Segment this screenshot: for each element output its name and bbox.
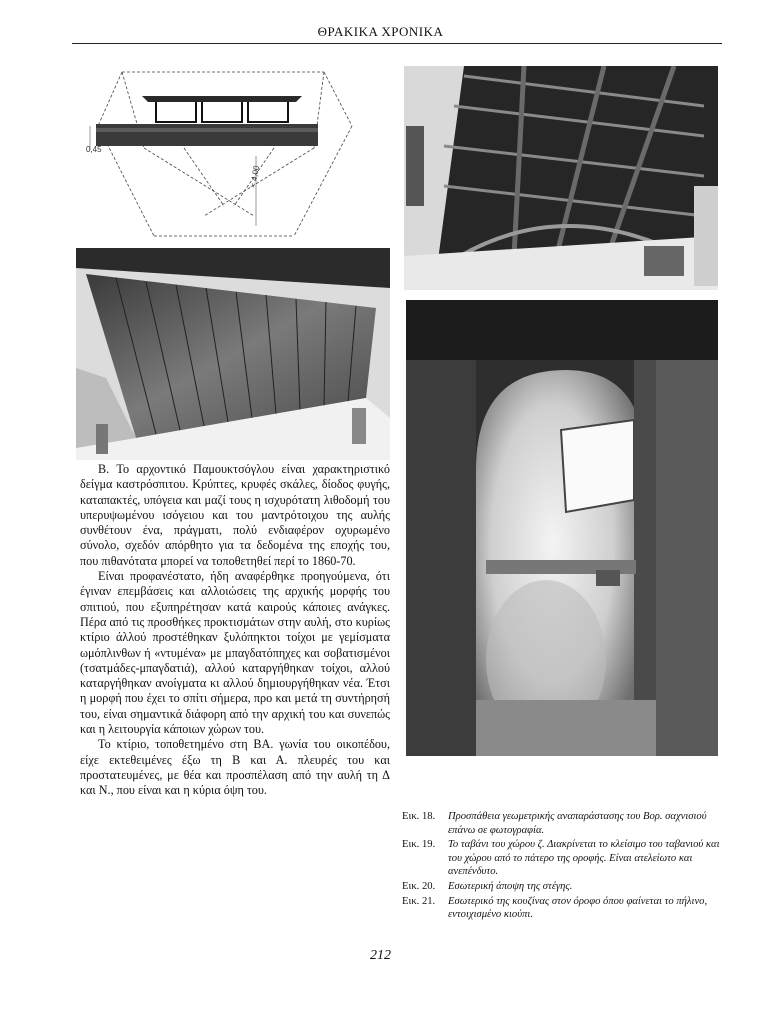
paragraph-2: Είναι προφανέστατο, ήδη αναφέρθηκε προηγούμενα, ότι έγιναν επεμβάσεις και αλλοιώσεις της αρχικής μορφής του σπιτιού, που εξυπηρέτησαν κατά καιρούς κάποιες ανάγκες. Πέρα από τις προσθήκες προκτισμάτων στην αυλή, στο κυρίως κτίριο άλλού προστέθηκαν ξυλόπηκτοι τοίχοι με γεμίσματα ωμόπλινθων ή «ντυμένα» με μπαγδατόπηχες και σοβατισμένοι (τσατμάδες-μπαγδατιά), αλλού καταργήθηκαν τοίχοι, αλλού καταργήθηκαν ανοίγματα κι αλλού δημιουργήθηκαν νέα. Έτσι η μορφή που έχει το σπίτι σήμερα, προ και μετά τη συντήρησή του, είναι σημαντικά διάφορη από την αρχική του και συνεπώς και η λειτουργία κάποιων χώρων του. [80,569,390,737]
ceiling-photo-svg [76,248,390,460]
caption-fig-19 [402,838,722,879]
caption-text: Εσωτερική άποψη της στέγης. [448,880,573,892]
page-number: 212 [370,948,391,963]
caption-text: Το ταβάνι του χώρου ζ. Διακρίνεται το κλείσιμο του ταβανιού και του χώρου από το πάτερο της οροφής. Είναι ατελείωτο και ανεπένδυτο. [448,839,720,878]
paragraph-3: Το κτίριο, τοποθετημένο στη ΒΑ. γωνία του οικοπέδου, είχε εκτεθειμένες έξω τη Β και Α. πλευρές του και προστατευμένες, με θέα και προσπέλαση από την αυλή τη Δ και Ν., που είναι και η κύρια όψη του. [80,737,390,798]
figure-21-photo [406,300,718,756]
dimension-label-a: 0,45 [86,145,102,154]
caption-text: Προσπάθεια γεωμετρικής αναπαράστασης του Βορ. σαχνισιού επάνω σε φωτογραφία. [448,811,707,836]
figure-19-photo [76,248,390,460]
paragraph-1: Β. Το αρχοντικό Παμουκτσόγλου είναι χαρακτηριστικό δείγμα καστρόσπιτου. Κρύπτες, κρυφές σκάλες, δίοδος φυγής, καταπακτές, υπόγεια και μαζί τους η ισχυρότατη λιθοδομή του υπερυψωμένου ισόγειου και του μαντρότοιχου της αυλής συνθέτουν ένα, πράγματι, πολύ ενδιαφέρον οχυρωμένο σύνολο, σχεδόν απόρθητο για τα δεδομένα της εποχής του, που πιθανότατα μπορεί να τοποθετηθεί περί το 1860-70. [80,462,390,568]
caption-number: Εικ. 20. [402,880,436,892]
dimension-label-b: ≈ 4,00 [248,164,262,189]
body-text [80,462,390,799]
caption-number: Εικ. 18. [402,811,436,822]
figure-captions [402,810,722,923]
figure-18-drawing [84,66,368,242]
caption-fig-18 [402,810,722,837]
header-rule [72,43,722,44]
running-header: ΘΡΑΚΙΚΑ ΧΡΟΝΙΚΑ [317,24,444,39]
caption-fig-20 [402,880,722,894]
figure-20-photo [404,66,718,290]
caption-text: Εσωτερικό της κουζίνας στον όροφο όπου φαίνεται το πήλινο, εντοιχισμένο κιούπι. [448,895,708,921]
caption-number: Εικ. 19. [402,839,436,851]
kitchen-photo-svg [406,300,718,756]
geometric-drawing-svg [84,66,368,242]
roof-photo-svg [404,66,718,290]
caption-fig-21 [402,895,722,922]
caption-number: Εικ. 21. [402,895,436,907]
